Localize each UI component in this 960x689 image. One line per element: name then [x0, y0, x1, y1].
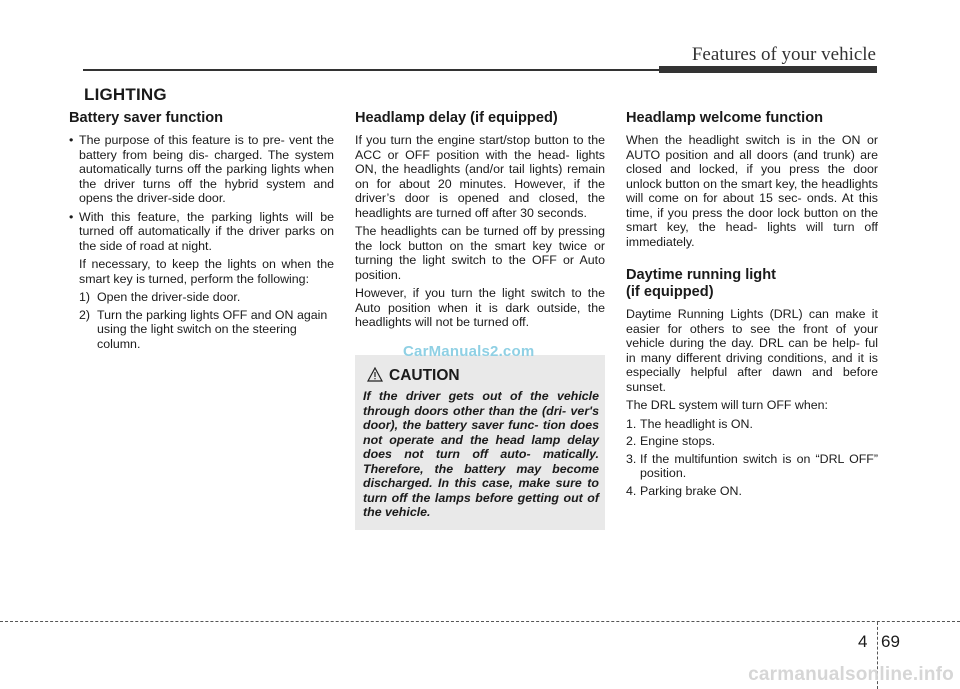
drl-item-text: The headlight is ON. — [640, 416, 753, 431]
drl-item: 1. The headlight is ON. — [626, 416, 753, 431]
header-rule-accent — [659, 66, 877, 73]
column-battery-saver — [69, 110, 334, 354]
caution-box — [355, 355, 605, 530]
header-rule — [83, 69, 659, 71]
drl-item: 4. Parking brake ON. — [626, 483, 742, 498]
battery-step-1: 1) Open the driver-side door. — [79, 290, 241, 304]
caution-text: If the driver gets out of the vehicle through doors other than the (dri- ver's door), the battery saver func- tion does not operate and the head lamp delay does not turn off auto- matically. Therefore, the battery may become discharged. In this case, make sure to turn off the lamps before getting out of the vehicle. — [363, 389, 599, 519]
drl-item: 2. Engine stops. — [626, 434, 716, 448]
headlamp-delay-p3: However, if you turn the light switch to the Auto position when it is dark outside, the headlights will not be turned off. — [355, 286, 605, 329]
headlamp-delay-p2: The headlights can be turned off by pressing the lock button on the smart key twice or turning the light switch to the OFF or Auto position. — [355, 224, 605, 282]
drl-item-text: Parking brake ON. — [640, 483, 742, 498]
caution-label: CAUTION — [389, 367, 460, 384]
warning-triangle-icon — [367, 367, 383, 382]
headlamp-delay-heading: Headlamp delay (if equipped) — [355, 110, 558, 126]
battery-bullet-1 — [69, 133, 334, 206]
drl-heading-line2: (if equipped) — [626, 284, 714, 300]
battery-paragraph: If necessary, to keep the lights on when the smart key is turned, perform the following: — [79, 257, 334, 286]
battery-step-1-text: Open the driver-side door. — [97, 290, 241, 304]
welcome-p1: When the headlight switch is in the ON or AUTO position and all doors (and trunk) are closed and locked, if you press the door unlock button on the smart key, the headlights will come on for about 15 sec- onds. At this time, if you press the door lock button on the smart key, the head- lights will turn off immediately. — [626, 133, 878, 249]
drl-heading — [626, 267, 878, 301]
welcome-heading: Headlamp welcome function — [626, 110, 824, 126]
bullet-dot-icon: • — [69, 133, 74, 147]
drl-item-text: Engine stops. — [640, 434, 716, 448]
drl-heading-line1: Daytime running light — [626, 267, 776, 283]
headlamp-delay-p1: If you turn the engine start/stop button to the ACC or OFF position with the head- lights ON, the headlights (and/or tail lights) remain on for about 20 minutes. However, if the driver’s door is opened and closed, the headlights are turned off after 30 seconds. — [355, 133, 605, 220]
battery-step-2-text: Turn the parking lights OFF and ON again using the light switch on the steering column. — [97, 307, 328, 351]
section-title: LIGHTING — [84, 85, 167, 104]
footer-rule — [0, 621, 960, 622]
battery-step-2: 2) Turn the parking lights OFF and ON again using the light switch on the steering column. — [79, 307, 328, 351]
chapter-number: 4 — [858, 632, 868, 651]
page-number: 69 — [881, 632, 900, 651]
drl-item-text: If the multifuntion switch is on “DRL OFF” position. — [640, 451, 878, 480]
battery-bullet-2-text: With this feature, the parking lights will be turned off automatically if the driver parks on the side of road at night. — [79, 209, 334, 253]
footer-site-watermark: carmanualsonline.info — [748, 664, 954, 685]
header-title: Features of your vehicle — [691, 44, 876, 65]
battery-bullet-1-text: The purpose of this feature is to pre- vent the battery from being dis- charged. The system automatically turns off the parking lights when the driver turns off the hybrid system and opens the driver-side door. — [79, 133, 334, 205]
column-headlamp-delay — [355, 110, 605, 334]
watermark: CarManuals2.com — [403, 343, 535, 360]
battery-saver-heading: Battery saver function — [69, 110, 224, 126]
drl-p2: The DRL system will turn OFF when: — [626, 398, 828, 412]
caution-header — [367, 367, 460, 385]
battery-bullet-2 — [69, 210, 334, 254]
drl-p1: Daytime Running Lights (DRL) can make it easier for others to see the front of your vehicle during the day. DRL can be help- ful in many different driving conditions, and it is especially helpful after dawn and before sunset. — [626, 307, 878, 394]
bullet-dot-icon: • — [69, 209, 74, 224]
column-welcome-drl — [626, 110, 878, 501]
drl-item: 3. If the multifuntion switch is on “DRL OFF” position. — [626, 451, 878, 480]
